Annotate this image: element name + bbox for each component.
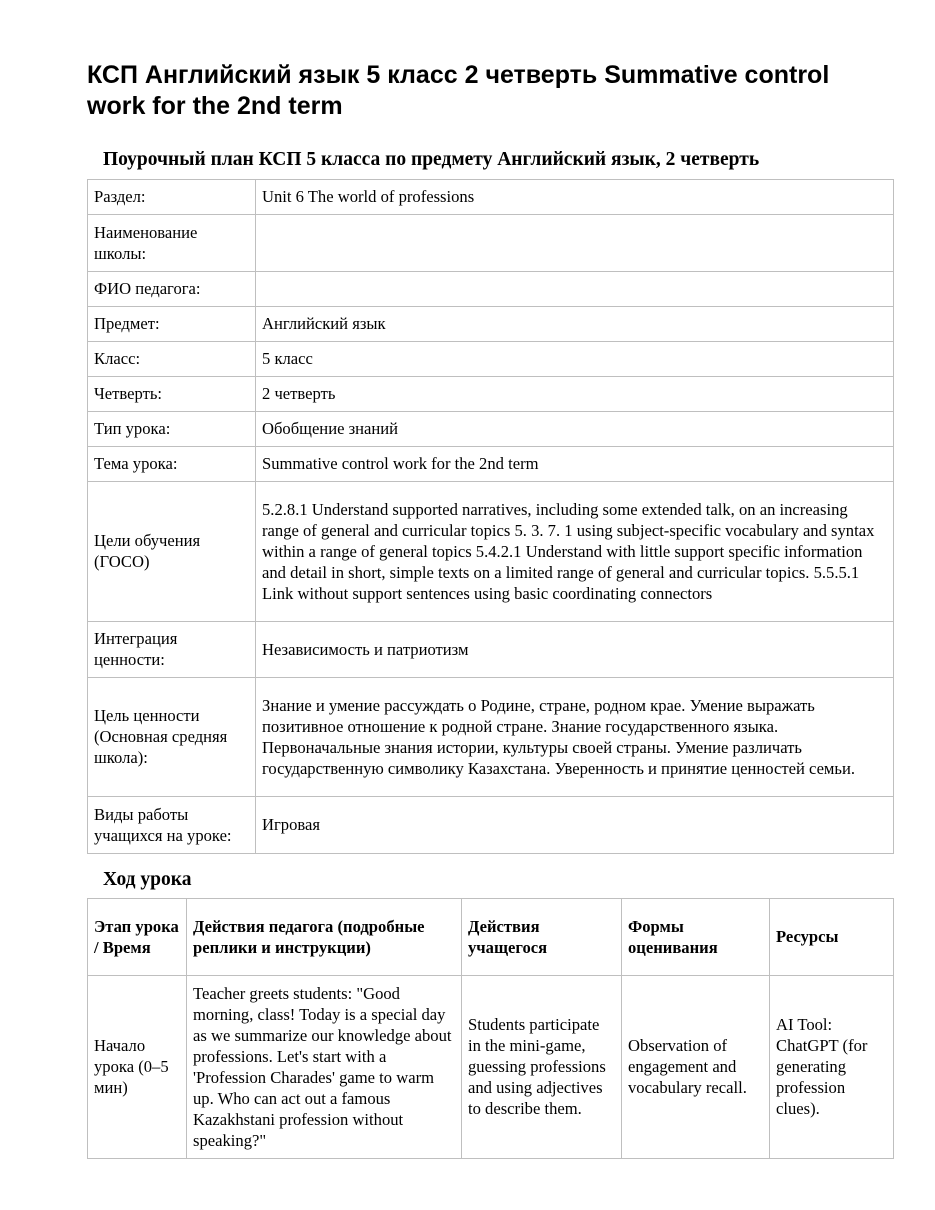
table-row	[88, 180, 894, 215]
lesson-flow-heading: Ход урока	[103, 869, 192, 890]
column-header-resources: Ресурсы	[770, 899, 894, 976]
row-value: Знание и умение рассуждать о Родине, стране, родном крае. Умение выражать позитивное отношение к родной стране. Знание государственного языка. Первоначальные знания истории, культуры своей страны. Умение различать государственную символику Казахстана. Уверенность и принятие ценностей семьи.	[256, 678, 894, 797]
stage-cell: Начало урока (0–5 мин)	[88, 976, 187, 1159]
column-header-assessment: Формы оценивания	[622, 899, 770, 976]
table-row	[88, 342, 894, 377]
row-label: Тема урока:	[88, 447, 256, 482]
row-label: Раздел:	[88, 180, 256, 215]
row-value: Unit 6 The world of professions	[256, 180, 894, 215]
table-row	[88, 272, 894, 307]
table-row	[88, 377, 894, 412]
row-value: Summative control work for the 2nd term	[256, 447, 894, 482]
assessment-cell: Observation of engagement and vocabulary recall.	[622, 976, 770, 1159]
page-title: КСП Английский язык 5 класс 2 четверть Summative control work for the 2nd term	[87, 61, 830, 120]
row-label: Предмет:	[88, 307, 256, 342]
row-value: Независимость и патриотизм	[256, 622, 894, 678]
table-row	[88, 215, 894, 272]
lesson-flow-table	[87, 898, 894, 1159]
header-row	[88, 899, 894, 976]
row-value: Английский язык	[256, 307, 894, 342]
row-label: ФИО педагога:	[88, 272, 256, 307]
table-row	[88, 307, 894, 342]
row-value: 5.2.8.1 Understand supported narratives, including some extended talk, on an increasing range of general and curricular topics 5. 3. 7. 1 using subject-specific vocabulary and syntax within a range of general topics 5.4.2.1 Understand with little support specific information and detail in short, simple texts on a limited range of general and curricular topics. 5.5.5.1 Link without support sentences using basic coordinating connectors	[256, 482, 894, 622]
row-label: Класс:	[88, 342, 256, 377]
row-label: Интеграция ценности:	[88, 622, 256, 678]
row-value: Обобщение знаний	[256, 412, 894, 447]
row-label: Виды работы учащихся на уроке:	[88, 797, 256, 854]
row-value: 2 четверть	[256, 377, 894, 412]
table-row	[88, 976, 894, 1159]
table-row	[88, 482, 894, 622]
row-label: Цель ценности (Основная средняя школа):	[88, 678, 256, 797]
row-value	[256, 272, 894, 307]
student-actions-cell: Students participate in the mini-game, guessing professions and using adjectives to describe them.	[462, 976, 622, 1159]
row-value	[256, 215, 894, 272]
teacher-actions-cell: Teacher greets students: "Good morning, class! Today is a special day as we summarize our knowledge about professions. Let's start with a 'Profession Charades' game to warm up. Who can act out a famous Kazakhstani profession without speaking?"	[187, 976, 462, 1159]
row-label: Наименование школы:	[88, 215, 256, 272]
row-label: Цели обучения (ГОСО)	[88, 482, 256, 622]
column-header-student: Действия учащегося	[462, 899, 622, 976]
plan-heading: Поурочный план КСП 5 класса по предмету Английский язык, 2 четверть	[103, 149, 760, 170]
row-label: Тип урока:	[88, 412, 256, 447]
row-value: 5 класс	[256, 342, 894, 377]
table-row	[88, 447, 894, 482]
table-row	[88, 412, 894, 447]
lesson-plan-table	[87, 179, 894, 854]
table-row	[88, 797, 894, 854]
resources-cell: AI Tool: ChatGPT (for generating profession clues).	[770, 976, 894, 1159]
row-value: Игровая	[256, 797, 894, 854]
column-header-teacher: Действия педагога (подробные реплики и инструкции)	[187, 899, 462, 976]
row-label: Четверть:	[88, 377, 256, 412]
table-row	[88, 622, 894, 678]
table-row	[88, 678, 894, 797]
column-header-stage: Этап урока / Время	[88, 899, 187, 976]
